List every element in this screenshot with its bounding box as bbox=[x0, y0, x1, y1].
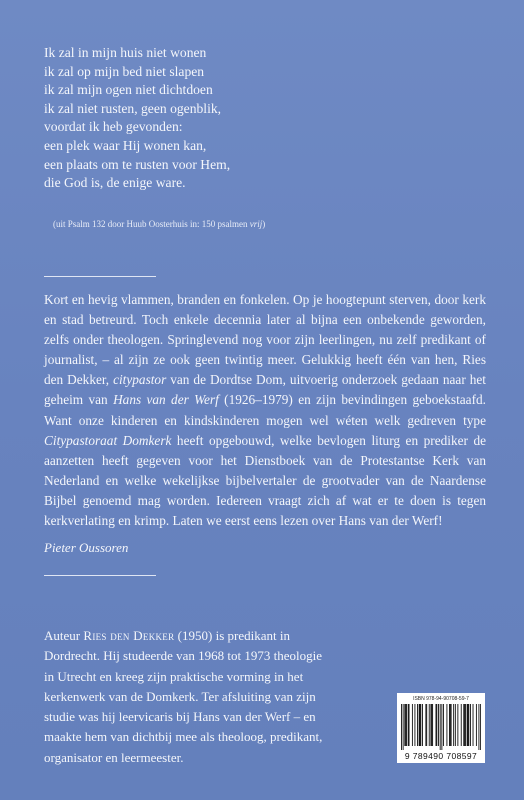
barcode-bar bbox=[463, 704, 464, 746]
barcode-bar bbox=[465, 704, 466, 746]
author-bio-line: maakte hem van dichtbij mee als theoloog, predikant, bbox=[44, 729, 323, 745]
barcode-bar bbox=[401, 704, 402, 750]
divider-rule bbox=[44, 276, 156, 277]
barcode-bar bbox=[446, 704, 447, 746]
barcode-bar bbox=[417, 704, 418, 746]
barcode-bar bbox=[409, 704, 410, 746]
barcode-bar bbox=[461, 704, 462, 746]
barcode-bar bbox=[436, 704, 437, 746]
barcode-bar bbox=[449, 704, 450, 746]
author-prefix: Auteur bbox=[44, 628, 84, 643]
barcode-bar bbox=[451, 704, 452, 746]
poem-line: Ik zal in mijn huis niet wonen bbox=[44, 45, 207, 60]
barcode-bar bbox=[438, 704, 439, 746]
author-bio-line: Dordrecht. Hij studeerde van 1968 tot 1973 theologie bbox=[44, 648, 322, 664]
poem-line: ik zal op mijn bed niet slapen bbox=[44, 63, 205, 79]
blurb-signature: Pieter Oussoren bbox=[44, 540, 129, 555]
blurb-text: Kort en hevig vlammen, branden en fonkelen. Op je hoogtepunt sterven, door kerk en stad betreurd. Toch enkele decennia later al bijna een onbekende geworden, zelfs onder theologen. Springlevend nog voor zijn leerlingen, nu zelf predikant of journalist, – al zijn ze ook geen twintig meer. Gelukkig heeft één van hen, Ries den Dekker, bbox=[44, 292, 486, 388]
poem-source bbox=[53, 219, 265, 229]
author-bio-line: kerkenwerk van de Domkerk. Ter afsluiting van zijn bbox=[44, 688, 316, 704]
source-italic: vrij bbox=[249, 219, 263, 229]
poem-line: een plek waar Hij wonen kan, bbox=[44, 137, 207, 153]
barcode-bar bbox=[408, 704, 409, 746]
author-bio-line: studie was hij leervicaris bij Hans van der Werf – en bbox=[44, 709, 316, 725]
barcode-bar bbox=[440, 704, 441, 750]
barcode-bar bbox=[430, 704, 431, 746]
barcode-bar bbox=[478, 704, 479, 750]
barcode-bar bbox=[432, 704, 433, 746]
source-close: ) bbox=[262, 219, 266, 229]
barcode-bar bbox=[420, 704, 421, 746]
barcode-bar bbox=[476, 704, 477, 746]
barcode-bar bbox=[450, 704, 451, 746]
barcode-bar bbox=[457, 704, 458, 746]
blurb-text: heeft opgebouwd, welke bevlogen liturg en prediker de aanzetten heeft gegeven voor het Dienstboek van de Protestantse Kerk van Nederland en welke wekelijkse bijbelvertaler de grootvader van de Naardense Bijbel genoemd mag worden. Iedereen vraagt zich af wat er te doen is tegen kerkverlating en krimp. Laten we eerst eens lezen over Hans van der Werf! bbox=[44, 432, 486, 529]
barcode-bar bbox=[422, 704, 423, 746]
barcode-bar bbox=[412, 704, 413, 746]
blurb-text: (1926–1979) en zijn bevindingen geboekstaafd. Want onze kinderen en kindskinderen mogen wel wéten welk gedreven type bbox=[44, 392, 486, 428]
barcode-bar bbox=[468, 704, 469, 746]
barcode-bar bbox=[404, 704, 405, 746]
blurb-paragraph bbox=[44, 290, 486, 531]
barcode-bar bbox=[473, 704, 474, 746]
barcode-bar bbox=[425, 704, 426, 746]
poem-line: ik zal mijn ogen niet dichtdoen bbox=[44, 82, 213, 98]
author-bio-line: organisator en leermeester. bbox=[44, 749, 184, 765]
barcode-bar bbox=[455, 704, 456, 746]
barcode-bar bbox=[419, 704, 420, 746]
barcode-bar bbox=[443, 704, 444, 746]
barcode-bar bbox=[464, 704, 465, 746]
blurb-italic: Citypastoraat Domkerk bbox=[44, 432, 172, 448]
barcode-bar bbox=[405, 704, 406, 746]
isbn-barcode bbox=[397, 693, 485, 763]
barcode-bar bbox=[403, 704, 404, 750]
barcode-bar bbox=[467, 704, 468, 746]
barcode-bar bbox=[468, 704, 469, 746]
barcode-bar bbox=[480, 704, 481, 750]
author-line-suffix: (1950) is predikant in bbox=[174, 628, 290, 643]
author-name: Ries den Dekker bbox=[83, 628, 175, 643]
barcode-bar bbox=[436, 704, 437, 746]
psalm-poem bbox=[44, 44, 464, 193]
barcode-bar bbox=[431, 704, 432, 746]
barcode-bars bbox=[401, 704, 481, 750]
barcode-bar bbox=[429, 704, 430, 746]
blurb-italic: citypastor bbox=[113, 372, 167, 388]
barcode-bar bbox=[406, 704, 407, 746]
barcode-bar bbox=[441, 704, 442, 750]
barcode-bar bbox=[470, 704, 471, 746]
barcode-bar bbox=[453, 704, 454, 746]
blurb-text: van de Dordtse Dom, uitvoerig onderzoek gedaan naar het geheim van bbox=[44, 372, 486, 408]
poem-line: voordat ik heb gevonden: bbox=[44, 119, 183, 135]
poem-line: een plaats om te rusten voor Hem, bbox=[44, 156, 231, 172]
blurb-italic: Hans van der Werf bbox=[113, 392, 219, 408]
poem-line: die God is, de enige ware. bbox=[44, 175, 186, 191]
author-bio-line: in Utrecht en kreeg zijn praktische vorming in het bbox=[44, 668, 304, 684]
author-bio-line bbox=[44, 626, 374, 646]
source-text: (uit Psalm 132 door Huub Oosterhuis in: 150 psalmen bbox=[53, 219, 250, 229]
isbn-label: ISBN 978-94-90708-59-7 bbox=[413, 696, 469, 702]
author-bio bbox=[44, 626, 374, 768]
poem-line: ik zal niet rusten, geen ogenblik, bbox=[44, 100, 222, 116]
barcode-bar bbox=[426, 704, 427, 746]
barcode-bar bbox=[414, 704, 415, 746]
barcode-bar bbox=[420, 704, 421, 746]
barcode-number: 9 789490 708597 bbox=[404, 751, 478, 761]
divider-rule bbox=[44, 575, 156, 576]
